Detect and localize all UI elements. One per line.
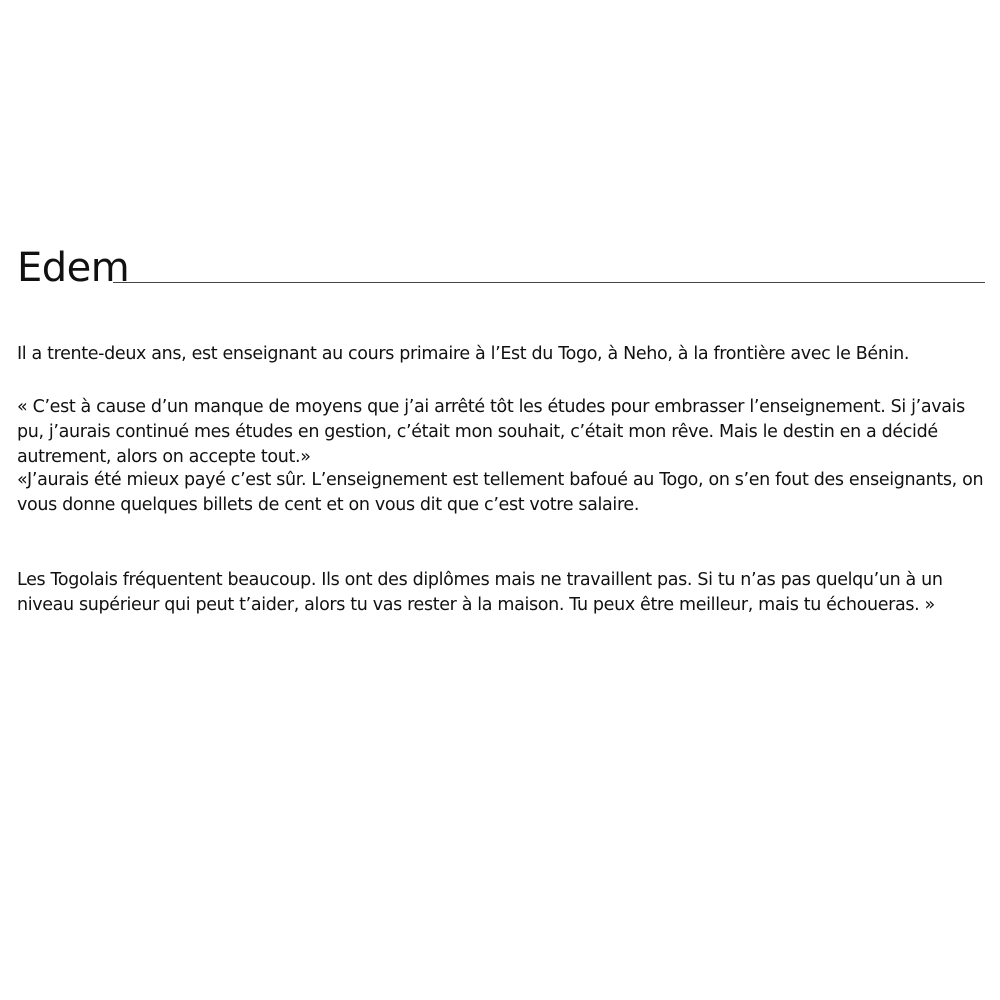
page-title: Edem [17, 245, 130, 291]
paragraph-quote-1: « C’est à cause d’un manque de moyens que j’ai arrêté tôt les études pour embrasser l’enseignement. Si j’avais pu, j’aurais continué mes études en gestion, c’était mon souhait, c’était mon rêve. Mais le destin en a décidé autrement, alors on accepte tout.» [17, 397, 965, 467]
heading-row [17, 244, 985, 292]
title-underline [113, 282, 985, 283]
paragraph-quote-2: «J’aurais été mieux payé c’est sûr. L’enseignement est tellement bafoué au Togo, on s’en fout des enseignants, on vous donne quelques billets de cent et on vous dit que c’est votre salaire. [17, 470, 984, 515]
paragraph-quote-3: Les Togolais fréquentent beaucoup. Ils ont des diplômes mais ne travaillent pas. Si tu n’as pas quelqu’un à un niveau supérieur qui peut t’aider, alors tu vas rester à la maison. Tu peux être meilleur, mais tu échoueras. » [17, 570, 943, 615]
paragraph-intro: Il a trente-deux ans, est enseignant au cours primaire à l’Est du Togo, à Neho, à la frontière avec le Bénin. [17, 344, 910, 364]
